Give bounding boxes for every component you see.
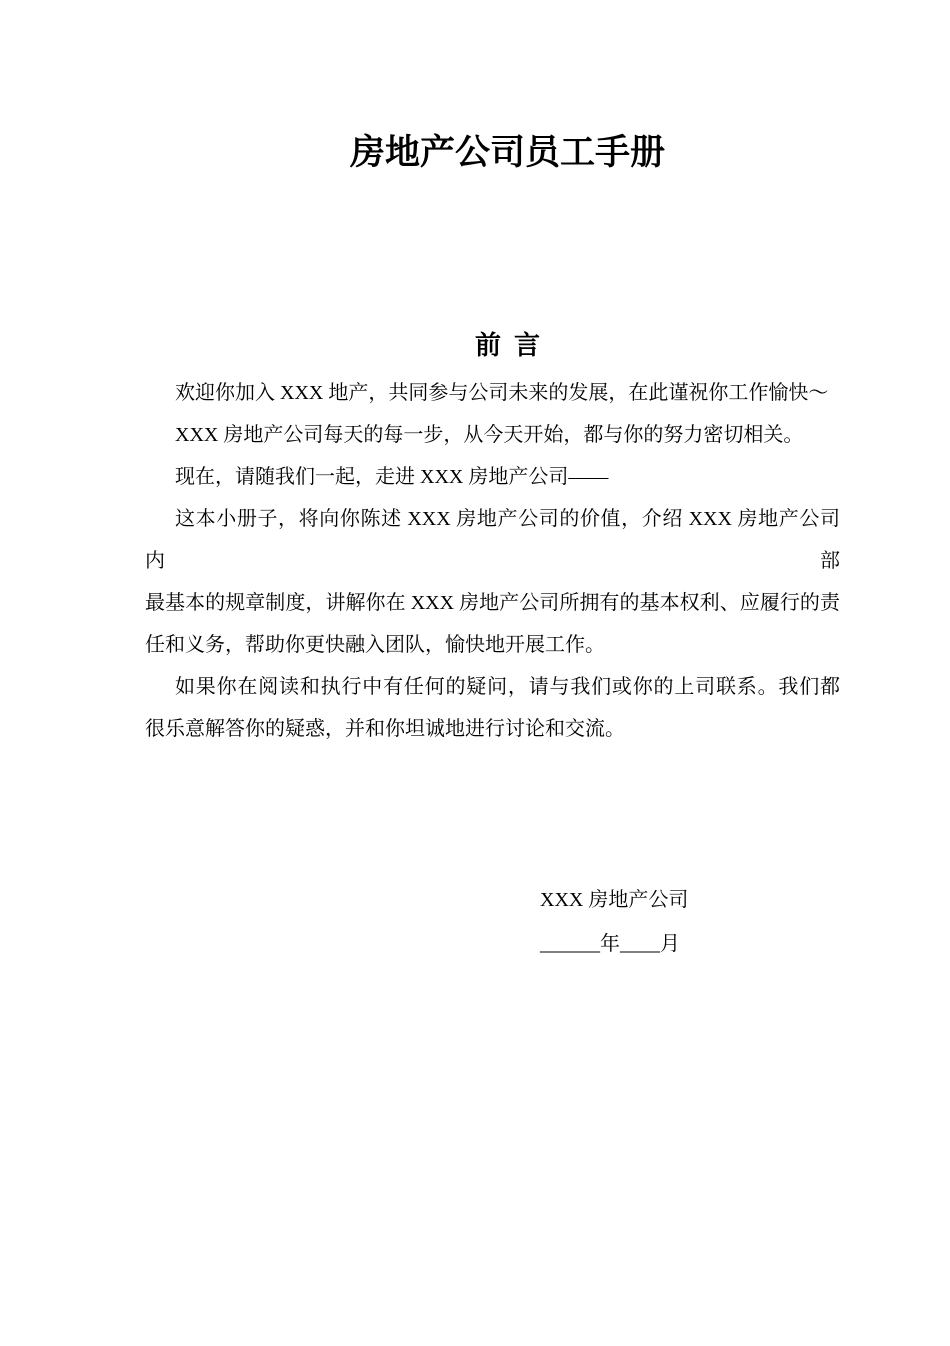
paragraph xyxy=(145,666,840,750)
text-line: 欢迎你加入 XXX 地产，共同参与公司未来的发展，在此谨祝你工作愉快～ xyxy=(175,382,829,404)
text-line: 如果你在阅读和执行中有任何的疑问，请与我们或你的上司联系。我们都 xyxy=(175,676,840,698)
signature-date-line: ______年____月 xyxy=(540,933,680,955)
signature-company: XXX 房地产公司 xyxy=(540,889,689,911)
paragraph xyxy=(145,498,840,666)
document-content xyxy=(145,131,840,966)
preface-body xyxy=(145,372,840,750)
text-line: 现在，请随我们一起，走进 XXX 房地产公司—— xyxy=(175,466,609,488)
paragraph xyxy=(145,456,840,498)
signature-block xyxy=(540,878,840,966)
text-line: XXX 房地产公司每天的每一步，从今天开始，都与你的努力密切相关。 xyxy=(175,424,804,446)
document-title: 房地产公司员工手册 xyxy=(349,133,665,172)
text-line: 很乐意解答你的疑惑，并和你坦诚地进行讨论和交流。 xyxy=(145,718,625,740)
preface-heading: 前 言 xyxy=(474,331,540,360)
text-line: 这本小册子，将向你陈述 XXX 房地产公司的价值，介绍 XXX 房地产公司内部 xyxy=(145,508,840,572)
text-line: 最基本的规章制度，讲解你在 XXX 房地产公司所拥有的基本权利、应履行的责 xyxy=(145,592,840,614)
paragraph xyxy=(145,372,840,414)
paragraph xyxy=(145,414,840,456)
text-line: 任和义务，帮助你更快融入团队，愉快地开展工作。 xyxy=(145,634,605,656)
